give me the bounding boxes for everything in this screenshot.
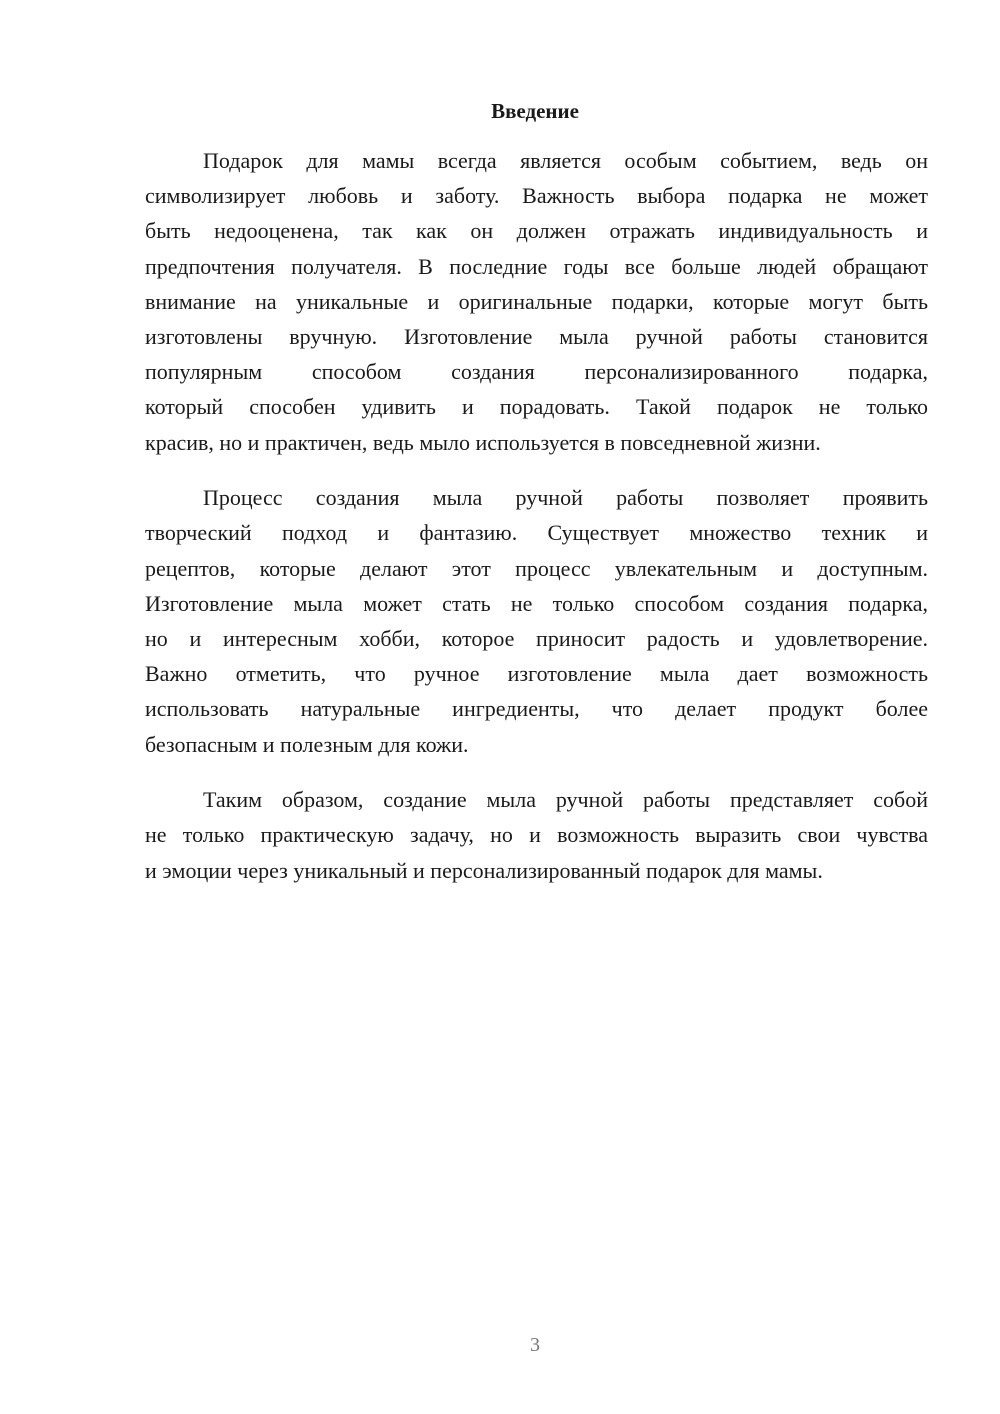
text-line: и эмоции через уникальный и персонализированный подарок для мамы.: [145, 857, 823, 883]
section-title: Введение: [491, 99, 579, 123]
text-line: творческий подход и фантазию. Существует множество техник и: [145, 520, 928, 546]
text-line: безопасным и полезным для кожи.: [145, 731, 469, 757]
text-line: который способен удивить и порадовать. Такой подарок не только: [145, 394, 928, 420]
text-line: символизирует любовь и заботу. Важность выбора подарка не может: [145, 183, 928, 209]
text-line: но и интересным хобби, которое приносит радость и удовлетворение.: [145, 625, 928, 651]
text-line: Таким образом, создание мыла ручной работы представляет собой: [203, 787, 928, 813]
text-line: использовать натуральные ингредиенты, что делает продукт более: [145, 696, 928, 722]
text-line: изготовлены вручную. Изготовление мыла ручной работы становится: [145, 323, 928, 349]
paragraph: [145, 782, 928, 888]
text-line: Процесс создания мыла ручной работы позволяет проявить: [203, 485, 928, 511]
text-line: быть недооценена, так как он должен отражать индивидуальность и: [145, 218, 928, 244]
text-line: предпочтения получателя. В последние годы все больше людей обращают: [145, 253, 928, 279]
document-body: [145, 143, 928, 908]
text-line: внимание на уникальные и оригинальные подарки, которые могут быть: [145, 288, 928, 314]
text-line: Изготовление мыла может стать не только способом создания подарка,: [145, 590, 928, 616]
page-number: 3: [530, 1334, 540, 1356]
text-line: рецептов, которые делают этот процесс увлекательным и доступным.: [145, 555, 928, 581]
text-line: Подарок для мамы всегда является особым событием, ведь он: [203, 148, 928, 173]
text-line: Важно отметить, что ручное изготовление мыла дает возможность: [145, 661, 928, 687]
paragraph: [145, 480, 928, 762]
text-line: популярным способом создания персонализированного подарка,: [145, 359, 928, 385]
paragraph: [145, 143, 928, 460]
text-line: не только практическую задачу, но и возможность выразить свои чувства: [145, 822, 928, 848]
text-line: красив, но и практичен, ведь мыло используется в повседневной жизни.: [145, 429, 821, 455]
